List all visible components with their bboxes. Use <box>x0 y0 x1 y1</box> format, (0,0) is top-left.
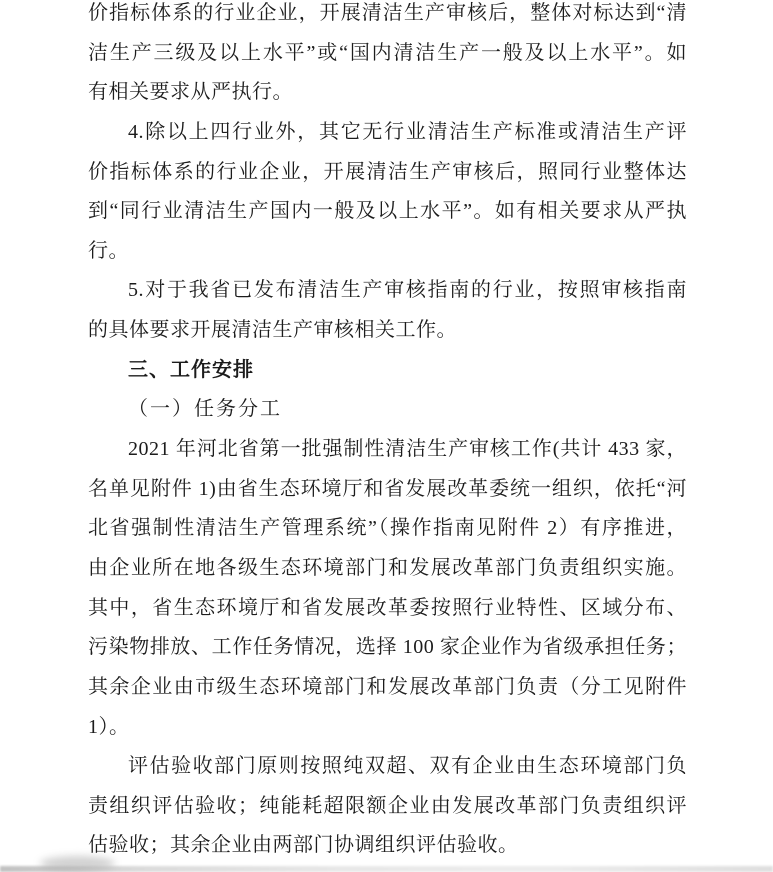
doc-line: 由企业所在地各级生态环境部门和发展改革部门负责组织实施。 <box>88 556 687 579</box>
doc-line: 责组织评估验收；纯能耗超限额企业由发展改革部门负责组织评 <box>88 794 687 817</box>
doc-line: 的具体要求开展清洁生产审核相关工作。 <box>88 319 457 342</box>
doc-line: 评估验收部门原则按照纯双超、双有企业由生态环境部门负 <box>128 755 687 778</box>
doc-line: 价指标体系的行业企业，开展清洁生产审核后，照同行业整体达 <box>88 160 687 183</box>
doc-line: 2021 年河北省第一批强制性清洁生产审核工作(共计 433 家， <box>128 438 687 461</box>
doc-line: 污染物排放、工作任务情况，选择 100 家企业作为省级承担任务； <box>88 636 687 659</box>
doc-line: 行。 <box>88 239 129 262</box>
scan-edge-artifact <box>0 866 773 872</box>
document-text-block <box>88 0 687 866</box>
doc-line: 估验收；其余企业由两部门协调组织评估验收。 <box>88 834 519 857</box>
doc-line: 1）。 <box>88 715 130 738</box>
doc-line: 有相关要求从严执行。 <box>88 81 293 104</box>
doc-line: 北省强制性清洁生产管理系统”（操作指南见附件 2）有序推进， <box>88 517 687 540</box>
subsection-heading: （一）任务分工 <box>128 398 282 421</box>
doc-line: 到“同行业清洁生产国内一般及以上水平”。如有相关要求从严执 <box>88 200 687 223</box>
doc-line: 5.对于我省已发布清洁生产审核指南的行业，按照审核指南 <box>128 279 687 302</box>
doc-line: 其中，省生态环境厅和省发展改革委按照行业特性、区域分布、 <box>88 596 687 619</box>
doc-line: 洁生产三级及以上水平”或“国内清洁生产一般及以上水平”。如 <box>88 41 687 64</box>
doc-line: 名单见附件 1)由省生态环境厅和省发展改革委统一组织，依托“河 <box>88 477 687 500</box>
doc-line: 其余企业由市级生态环境部门和发展改革部门负责（分工见附件 <box>88 675 687 698</box>
section-heading: 三、工作安排 <box>128 358 254 381</box>
doc-line: 4.除以上四行业外，其它无行业清洁生产标准或清洁生产评 <box>128 120 687 143</box>
doc-line: 价指标体系的行业企业，开展清洁生产审核后，整体对标达到“清 <box>88 2 687 24</box>
